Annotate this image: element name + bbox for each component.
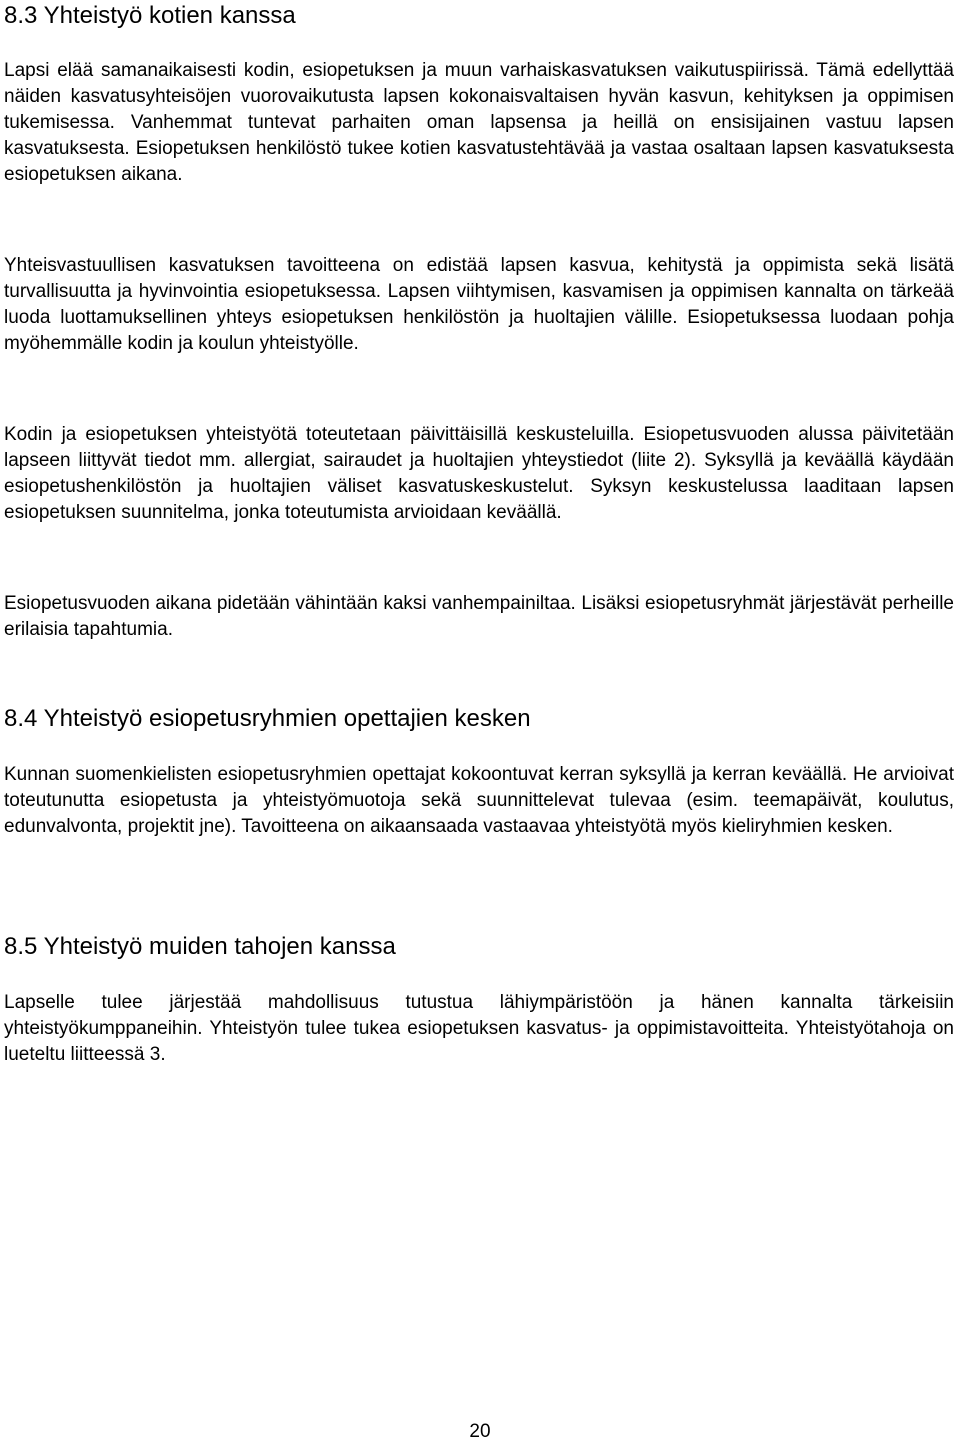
paragraph: Kunnan suomenkielisten esiopetusryhmien opettajat kokoontuvat kerran syksyllä ja kerran keväällä. He arvioivat toteutunutta esiopetusta ja yhteistyömuotoja sekä suunnittelevat tulevaa (esim. teemapäivät, koulutus, edunvalvonta, projektit jne). Tavoitteena on aikaansaada vastaavaa yhteistyötä myös kieliryhmien kesken. [4,764,954,837]
paragraph: Esiopetusvuoden aikana pidetään vähintään kaksi vanhempainiltaa. Lisäksi esiopetusryhmät järjestävät perheille erilaisia tapahtumia. [4,593,954,640]
paragraph: Kodin ja esiopetuksen yhteistyötä toteutetaan päivittäisillä keskusteluilla. Esiopetusvuoden alussa päivitetään lapseen liittyvät tiedot mm. allergiat, sairaudet ja huoltajien yhteystiedot (liite 2). Syksyllä ja keväällä käydään esiopetushenkilöstön ja huoltajien väliset kasvatuskeskustelut. Syksyn keskustelussa laaditaan lapsen esiopetuksen suunnitelma, jonka toteutumista arvioidaan keväällä. [4,424,954,523]
section-heading-8-4: 8.4 Yhteistyö esiopetusryhmien opettajien kesken [4,705,531,732]
paragraph: Lapselle tulee järjestää mahdollisuus tutustua lähiympäristöön ja hänen kannalta tärkeisiin yhteistyökumppaneihin. Yhteistyön tulee tukea esiopetuksen kasvatus- ja oppimistavoitteita. Yhteistyötahoja on lueteltu liitteessä 3. [4,992,954,1065]
paragraph: Yhteisvastuullisen kasvatuksen tavoitteena on edistää lapsen kasvua, kehitystä ja oppimista sekä lisätä turvallisuutta ja hyvinvointia esiopetuksessa. Lapsen viihtymisen, kasvamisen ja oppimisen kannalta on tärkeää luoda luottamuksellinen yhteys esiopetuksen henkilöstön ja huoltajien välille. Esiopetuksessa luodaan pohja myöhemmälle kodin ja koulun yhteistyölle. [4,255,954,354]
section-heading-8-5: 8.5 Yhteistyö muiden tahojen kanssa [4,933,396,960]
paragraph: Lapsi elää samanaikaisesti kodin, esiopetuksen ja muun varhaiskasvatuksen vaikutuspiirissä. Tämä edellyttää näiden kasvatusyhteisöjen vuorovaikutusta lapsen kokonaisvaltaisen hyvän kasvun, kehityksen ja oppimisen tukemisessa. Vanhemmat tuntevat parhaiten oman lapsensa ja heillä on ensisijainen vastuu lapsen kasvatuksesta. Esiopetuksen henkilöstö tukee kotien kasvatustehtävää ja vastaa osaltaan lapsen kasvatuksesta esiopetuksen aikana. [4,60,954,185]
section-heading-8-3: 8.3 Yhteistyö kotien kanssa [4,2,296,29]
page-number: 20 [469,1421,491,1442]
